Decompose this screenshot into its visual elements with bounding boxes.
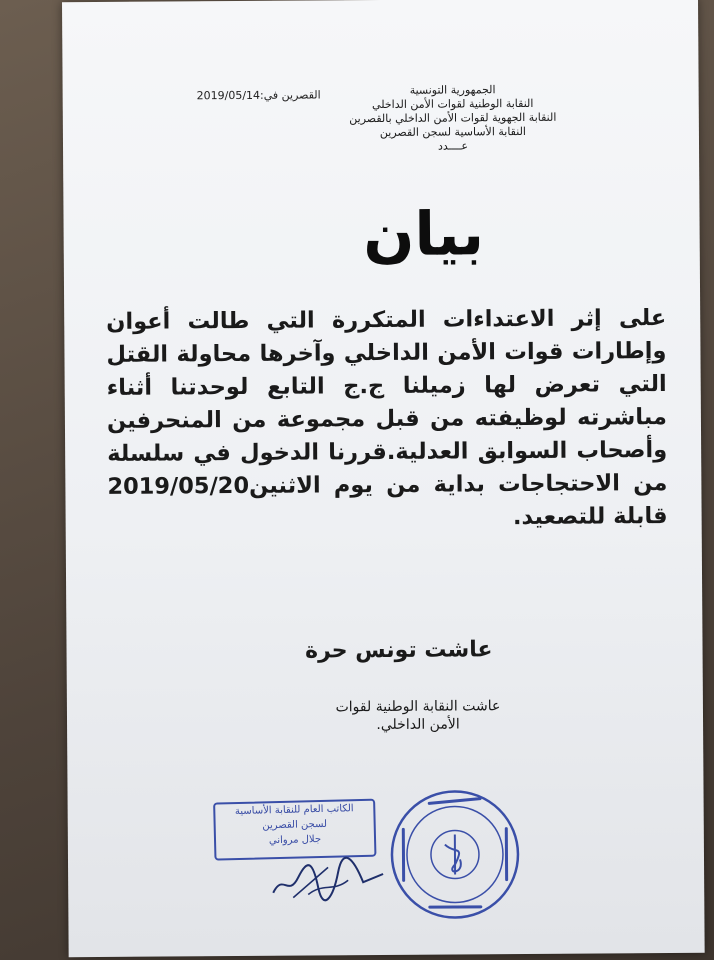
- statement-body: على إثر الاعتداءات المتكررة التي طالت أعوان وإطارات قوات الأمن الداخلي وآخرها محاولة القتل التي تعرض لها زميلنا ج.ج التابع لوحدتنا أثناء مباشرته لوظيفته من قبل مجموعة من المنحرفين وأصحاب السوابق العدلية.قررنا الدخول في سلسلة من الاحتجاجات بداية من يوم الاثنين2019/05/20 قابلة للتصعيد.: [106, 305, 668, 531]
- closing-line-union: عاشت النقابة الوطنية لقوات الأمن الداخلي.: [335, 698, 501, 734]
- letterhead-republic: الجمهورية التونسية: [409, 83, 496, 97]
- stamp-title: الكاتب العام للنقابة الأساسية: [234, 803, 354, 818]
- letterhead-basic-union: النقابة الأساسية لسجن القصرين: [379, 124, 526, 140]
- letterhead-number: عــــدد: [437, 139, 469, 153]
- stamp-place: لسجن القصرين: [262, 818, 328, 832]
- stamp-name: جلال مرواني: [268, 833, 322, 847]
- handwritten-signature: [268, 852, 388, 903]
- letterhead: [333, 83, 573, 155]
- union-round-seal-icon: [388, 787, 523, 922]
- letterhead-regional-union: النقابة الجهوية لقوات الأمن الداخلي بالقصرين: [349, 110, 557, 126]
- date-line: القصرين في:2019/05/14: [196, 88, 321, 103]
- document-title: بيان: [363, 199, 485, 271]
- document-page: [62, 0, 705, 957]
- closing-line-tunisia: عاشت تونس حرة: [304, 637, 493, 664]
- letterhead-national-union: النقابة الوطنية لقوات الأمن الداخلي: [371, 96, 534, 112]
